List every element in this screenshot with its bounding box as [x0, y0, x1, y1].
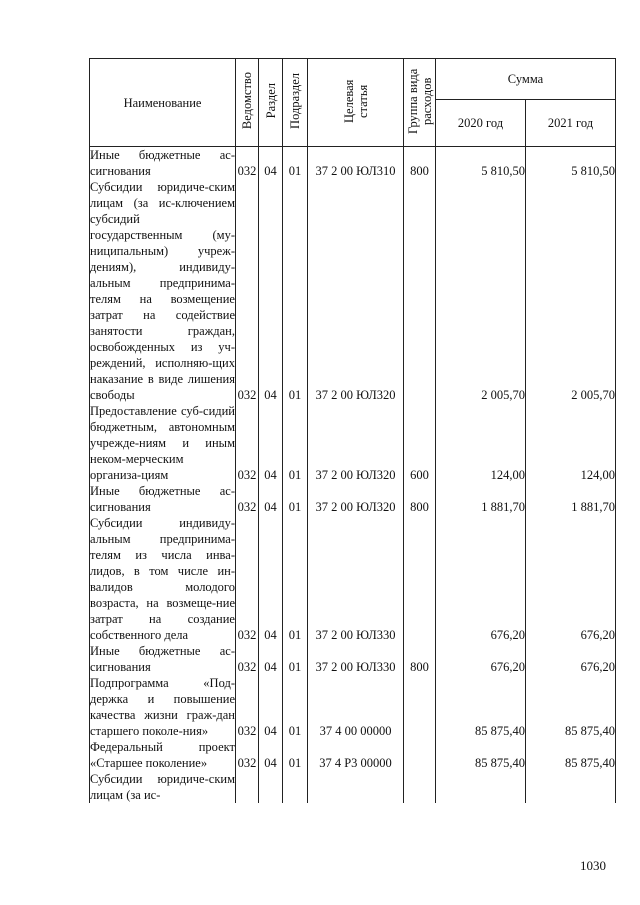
- row-name: Иные бюджетные ас-сигнования: [90, 484, 235, 514]
- row-amount-2020: 124,00: [436, 403, 526, 483]
- page-number: 1030: [580, 858, 606, 873]
- row-amount-2021: 124,00: [526, 403, 616, 483]
- table-row: [90, 179, 616, 403]
- row-subsection: 01: [283, 147, 308, 180]
- budget-table: [89, 58, 616, 803]
- row-amount-2020: 85 875,40: [436, 675, 526, 739]
- row-target-article: 37 2 00 ЮЛ320: [308, 403, 404, 483]
- row-subsection: 01: [283, 483, 308, 515]
- row-amount-2021: 676,20: [526, 515, 616, 643]
- row-expense-group: 600: [404, 403, 436, 483]
- row-section: 04: [259, 739, 283, 771]
- row-expense-group: 800: [404, 643, 436, 675]
- header-year-2020: 2020 год: [436, 100, 526, 147]
- table-row: [90, 483, 616, 515]
- header-sum: Сумма: [436, 59, 616, 100]
- row-dept: 032: [236, 643, 259, 675]
- row-section: 04: [259, 483, 283, 515]
- row-dept: 032: [236, 179, 259, 403]
- row-expense-group: [404, 771, 436, 803]
- row-dept: 032: [236, 675, 259, 739]
- row-subsection: 01: [283, 675, 308, 739]
- row-dept: 032: [236, 403, 259, 483]
- row-dept: 032: [236, 147, 259, 180]
- row-target-article: 37 4 00 00000: [308, 675, 404, 739]
- row-subsection: 01: [283, 643, 308, 675]
- row-subsection: 01: [283, 403, 308, 483]
- table-row: [90, 739, 616, 771]
- table-row: [90, 643, 616, 675]
- row-subsection: 01: [283, 515, 308, 643]
- table-row: [90, 403, 616, 483]
- row-amount-2021: 676,20: [526, 643, 616, 675]
- row-amount-2021: 1 881,70: [526, 483, 616, 515]
- row-expense-group: [404, 179, 436, 403]
- row-target-article: 37 4 P3 00000: [308, 739, 404, 771]
- row-target-article: 37 2 00 ЮЛ330: [308, 515, 404, 643]
- row-name: Иные бюджетные ас-сигнования: [90, 148, 235, 178]
- header-year-2021: 2021 год: [526, 100, 616, 147]
- row-expense-group: [404, 675, 436, 739]
- table-row: [90, 675, 616, 739]
- row-amount-2020: 2 005,70: [436, 179, 526, 403]
- row-target-article: 37 2 00 ЮЛ320: [308, 483, 404, 515]
- row-section: 04: [259, 643, 283, 675]
- row-dept: 032: [236, 739, 259, 771]
- row-target-article: [308, 771, 404, 803]
- header-name: Наименование: [90, 59, 236, 147]
- row-amount-2021: 2 005,70: [526, 179, 616, 403]
- row-amount-2021: 85 875,40: [526, 739, 616, 771]
- row-section: 04: [259, 179, 283, 403]
- row-section: 04: [259, 147, 283, 180]
- row-name: Иные бюджетные ас-сигнования: [90, 644, 235, 674]
- row-amount-2020: 5 810,50: [436, 147, 526, 180]
- row-name: Федеральный проект «Старшее поколение»: [90, 740, 235, 770]
- row-amount-2021: 85 875,40: [526, 675, 616, 739]
- row-dept: 032: [236, 483, 259, 515]
- row-amount-2021: 5 810,50: [526, 147, 616, 180]
- row-amount-2020: 676,20: [436, 643, 526, 675]
- table-row: [90, 771, 616, 803]
- row-expense-group: 800: [404, 147, 436, 180]
- row-expense-group: [404, 739, 436, 771]
- row-expense-group: [404, 515, 436, 643]
- header-dept: Ведомство: [236, 59, 259, 147]
- row-amount-2020: 85 875,40: [436, 739, 526, 771]
- row-amount-2021: [526, 771, 616, 803]
- row-target-article: 37 2 00 ЮЛ320: [308, 179, 404, 403]
- table-body: [90, 147, 616, 804]
- table-row: [90, 147, 616, 180]
- row-dept: [236, 771, 259, 803]
- row-section: 04: [259, 403, 283, 483]
- table-row: [90, 515, 616, 643]
- row-name: Подпрограмма «Под-держка и повышение качества жизни граж-дан старшего поколе-ния»: [90, 676, 235, 738]
- row-target-article: 37 2 00 ЮЛ310: [308, 147, 404, 180]
- row-section: 04: [259, 675, 283, 739]
- row-name: Субсидии индивиду-альным предпринима-телям из числа инва-лидов, в том числе ин-валидов молодого возраста, на возмеще-ние затрат на создание собственного дела: [90, 516, 235, 642]
- row-expense-group: 800: [404, 483, 436, 515]
- row-subsection: 01: [283, 739, 308, 771]
- row-subsection: [283, 771, 308, 803]
- row-section: [259, 771, 283, 803]
- row-amount-2020: 676,20: [436, 515, 526, 643]
- header-section: Раздел: [259, 59, 283, 147]
- row-amount-2020: 1 881,70: [436, 483, 526, 515]
- row-name: Предоставление суб-сидий бюджетным, автономным учрежде-ниям и иным неком-мерческим организа-циям: [90, 404, 235, 482]
- header-target-article: Целевая статья: [308, 59, 404, 147]
- row-section: 04: [259, 515, 283, 643]
- row-name: Субсидии юридиче-ским лицам (за ис-: [90, 772, 235, 802]
- row-subsection: 01: [283, 179, 308, 403]
- row-dept: 032: [236, 515, 259, 643]
- row-amount-2020: [436, 771, 526, 803]
- row-target-article: 37 2 00 ЮЛ330: [308, 643, 404, 675]
- header-subsection: Подраздел: [283, 59, 308, 147]
- header-expense-group: Группа вида расходов: [404, 59, 436, 147]
- table-header: [90, 59, 616, 147]
- row-name: Субсидии юридиче-ским лицам (за ис-ключением субсидий государственным (му-ниципальным) учреж-дениям), индивиду-альным предпринима-телям на возмещение затрат на содействие занятости граждан, освобожденных из уч-реждений, исполняю-щих наказание в виде лишения свободы: [90, 180, 235, 402]
